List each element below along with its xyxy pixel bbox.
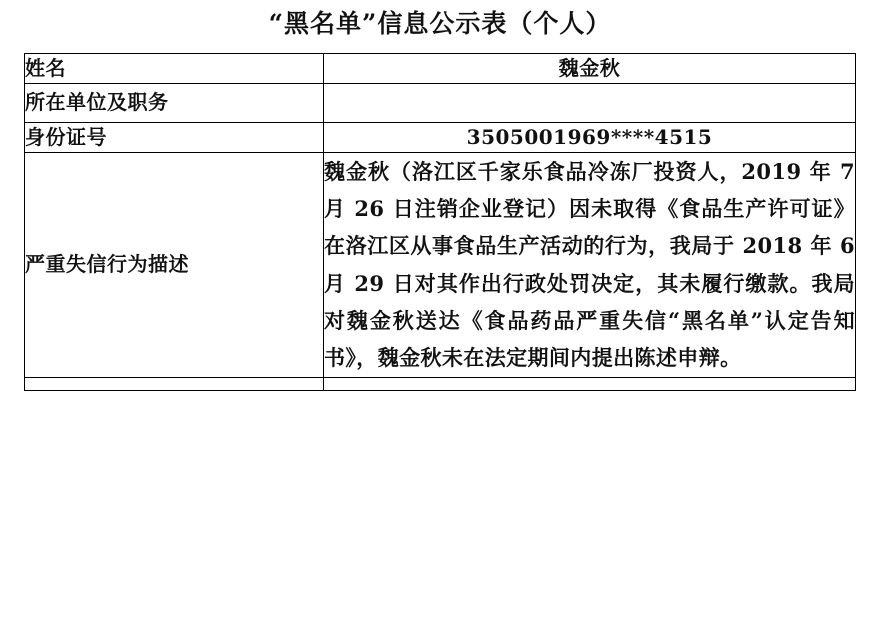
table-row bbox=[25, 122, 856, 152]
row-value-violation-description: 魏金秋（洛江区千家乐食品冷冻厂投资人，2019 年 7 月 26 日注销企业登记）因未取得《食品生产许可证》在洛江区从事食品生产活动的行为，我局于 2018 年 6 月 29 日对其作出行政处罚决定，其未履行缴款。我局对魏金秋送达《食品药品严重失信“黑名单”认定告知书》，魏金秋未在法定期间内提出陈述申辩。 bbox=[324, 152, 856, 377]
row-value-id-number: 3505001969****4515 bbox=[324, 122, 856, 152]
page-title: “黑名单”信息公示表（个人） bbox=[268, 9, 612, 38]
row-value-name: 魏金秋 bbox=[324, 53, 856, 83]
row-value-unit-position bbox=[324, 83, 856, 122]
row-label-unit-position: 所在单位及职务 bbox=[25, 83, 324, 122]
row-label-id-number: 身份证号 bbox=[25, 122, 324, 152]
table-row bbox=[25, 53, 856, 83]
table-row bbox=[25, 152, 856, 377]
row-partial-value-cell bbox=[324, 377, 856, 390]
table-row bbox=[25, 83, 856, 122]
row-label-name: 姓名 bbox=[25, 53, 324, 83]
table-row-partial bbox=[25, 377, 856, 390]
row-label-violation-description: 严重失信行为描述 bbox=[25, 152, 324, 377]
row-partial-label-cell bbox=[25, 377, 324, 390]
blacklist-info-table bbox=[24, 53, 856, 391]
